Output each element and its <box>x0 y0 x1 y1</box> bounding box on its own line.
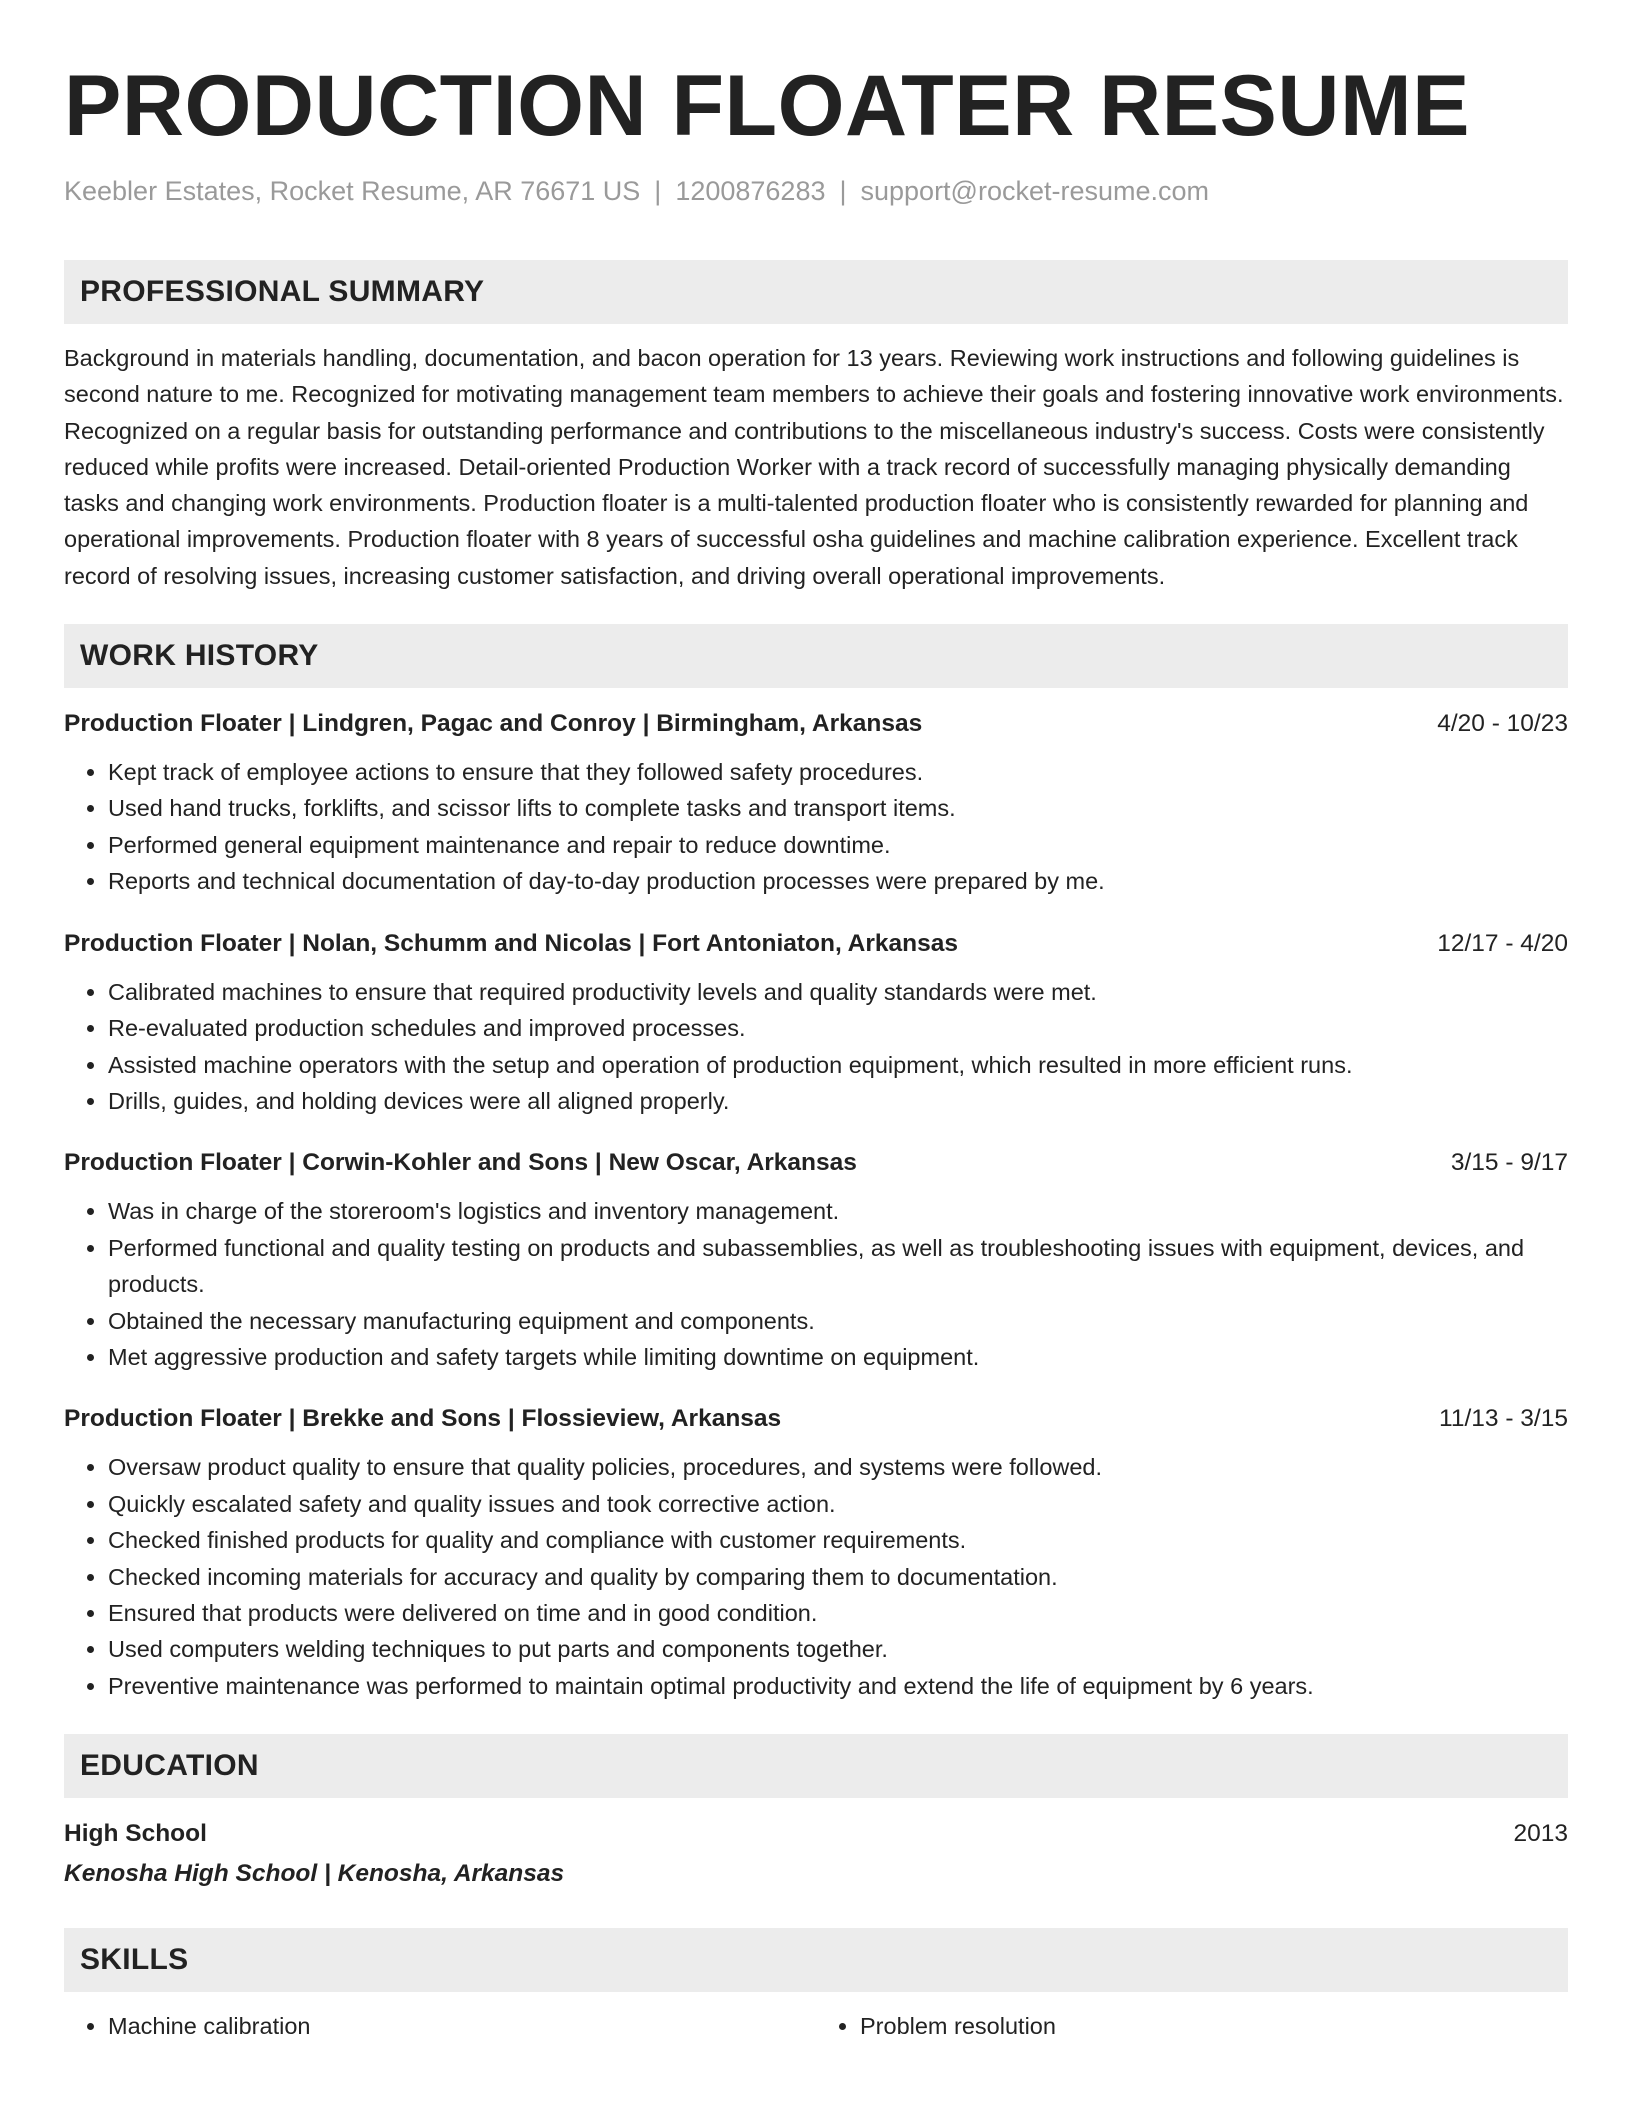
job-bullet: • Preventive maintenance was performed to maintain optimal productivity and extend the life of equipment by 6 years. <box>108 1668 1568 1704</box>
education-year: 2013 <box>1513 1820 1568 1848</box>
job-title: Production Floater | Nolan, Schumm and Nicolas | Fort Antoniaton, Arkansas <box>64 929 958 957</box>
job-entry <box>64 926 1568 1120</box>
section-heading-skills: SKILLS <box>64 1928 1568 1992</box>
job-entry <box>64 706 1568 900</box>
contact-address: Keebler Estates, Rocket Resume, AR 76671 US <box>64 176 641 206</box>
skill-item: • Problem resolution <box>860 2008 1568 2044</box>
job-bullet: • Assisted machine operators with the setup and operation of production equipment, which resulted in more efficient runs. <box>108 1047 1568 1083</box>
contact-separator: | <box>839 176 847 206</box>
job-bullet: • Used hand trucks, forklifts, and scissor lifts to complete tasks and transport items. <box>108 790 1568 826</box>
job-bullet: • Met aggressive production and safety targets while limiting downtime on equipment. <box>108 1339 1568 1375</box>
contact-separator: | <box>654 176 662 206</box>
job-dates: 4/20 - 10/23 <box>1437 710 1568 738</box>
job-header <box>64 1145 1568 1181</box>
skills-column-right <box>816 2008 1568 2044</box>
job-bullet: • Quickly escalated safety and quality issues and took corrective action. <box>108 1486 1568 1522</box>
job-bullet: • Used computers welding techniques to put parts and components together. <box>108 1631 1568 1667</box>
education-header <box>64 1816 1568 1852</box>
skills-grid <box>64 2008 1568 2044</box>
job-entry <box>64 1401 1568 1704</box>
job-header <box>64 1401 1568 1437</box>
job-title: Production Floater | Brekke and Sons | Flossieview, Arkansas <box>64 1405 782 1433</box>
job-bullet: • Calibrated machines to ensure that required productivity levels and quality standards were met. <box>108 974 1568 1010</box>
job-bullet: • Checked finished products for quality and compliance with customer requirements. <box>108 1522 1568 1558</box>
skills-column-left <box>64 2008 816 2044</box>
job-bullet: • Oversaw product quality to ensure that quality policies, procedures, and systems were followed. <box>108 1449 1568 1485</box>
job-bullet: • Reports and technical documentation of day-to-day production processes were prepared by me. <box>108 863 1568 899</box>
job-header <box>64 706 1568 742</box>
job-bullet: • Ensured that products were delivered on time and in good condition. <box>108 1595 1568 1631</box>
job-bullet: • Obtained the necessary manufacturing equipment and components. <box>108 1303 1568 1339</box>
education-degree: High School <box>64 1820 207 1848</box>
skill-item: • Machine calibration <box>108 2008 816 2044</box>
job-bullet: • Kept track of employee actions to ensure that they followed safety procedures. <box>108 754 1568 790</box>
summary-text: Background in materials handling, documentation, and bacon operation for 13 years. Reviewing work instructions and following guidelines is second nature to me. Recognized for motivating management team members to achieve their goals and fostering innovative work environments. Recognized on a regular basis for outstanding performance and contributions to the miscellaneous industry's success. Costs were consistently reduced while profits were increased. Detail-oriented Production Worker with a track record of successfully managing physically demanding tasks and changing work environments. Production floater is a multi-talented production floater who is consistently rewarded for planning and operational improvements. Production floater with 8 years of successful osha guidelines and machine calibration experience. Excellent track record of resolving issues, increasing customer satisfaction, and driving overall operational improvements. <box>64 345 1564 589</box>
contact-email: support@rocket-resume.com <box>860 176 1210 206</box>
job-bullets <box>64 974 1568 1120</box>
job-bullet: • Checked incoming materials for accuracy and quality by comparing them to documentation. <box>108 1559 1568 1595</box>
job-dates: 12/17 - 4/20 <box>1437 929 1568 957</box>
work-history-section <box>64 624 1568 1704</box>
contact-phone: 1200876283 <box>675 176 826 206</box>
job-title: Production Floater | Corwin-Kohler and Sons | New Oscar, Arkansas <box>64 1149 857 1177</box>
skills-section <box>64 1928 1568 2044</box>
job-bullet: • Re-evaluated production schedules and improved processes. <box>108 1010 1568 1046</box>
section-heading-summary: PROFESSIONAL SUMMARY <box>64 260 1568 324</box>
job-bullets <box>64 1449 1568 1704</box>
job-title: Production Floater | Lindgren, Pagac and Conroy | Birmingham, Arkansas <box>64 710 923 738</box>
job-header <box>64 926 1568 962</box>
section-heading-education: EDUCATION <box>64 1734 1568 1798</box>
job-dates: 3/15 - 9/17 <box>1450 1149 1568 1177</box>
job-bullets <box>64 1193 1568 1375</box>
job-entry <box>64 1145 1568 1375</box>
resume-title: PRODUCTION FLOATER RESUME <box>64 58 1471 154</box>
job-bullet: • Performed functional and quality testing on products and subassemblies, as well as troubleshooting issues with equipment, devices, and products. <box>108 1230 1568 1303</box>
job-bullet: • Drills, guides, and holding devices were all aligned properly. <box>108 1083 1568 1119</box>
education-school: Kenosha High School | Kenosha, Arkansas <box>64 1860 565 1888</box>
education-section <box>64 1734 1568 1892</box>
professional-summary-section <box>64 260 1568 594</box>
job-bullets <box>64 754 1568 900</box>
job-bullet: • Was in charge of the storeroom's logistics and inventory management. <box>108 1193 1568 1229</box>
job-dates: 11/13 - 3/15 <box>1439 1405 1568 1433</box>
job-bullet: • Performed general equipment maintenance and repair to reduce downtime. <box>108 827 1568 863</box>
contact-line <box>64 174 1568 208</box>
section-heading-work-history: WORK HISTORY <box>64 624 1568 688</box>
